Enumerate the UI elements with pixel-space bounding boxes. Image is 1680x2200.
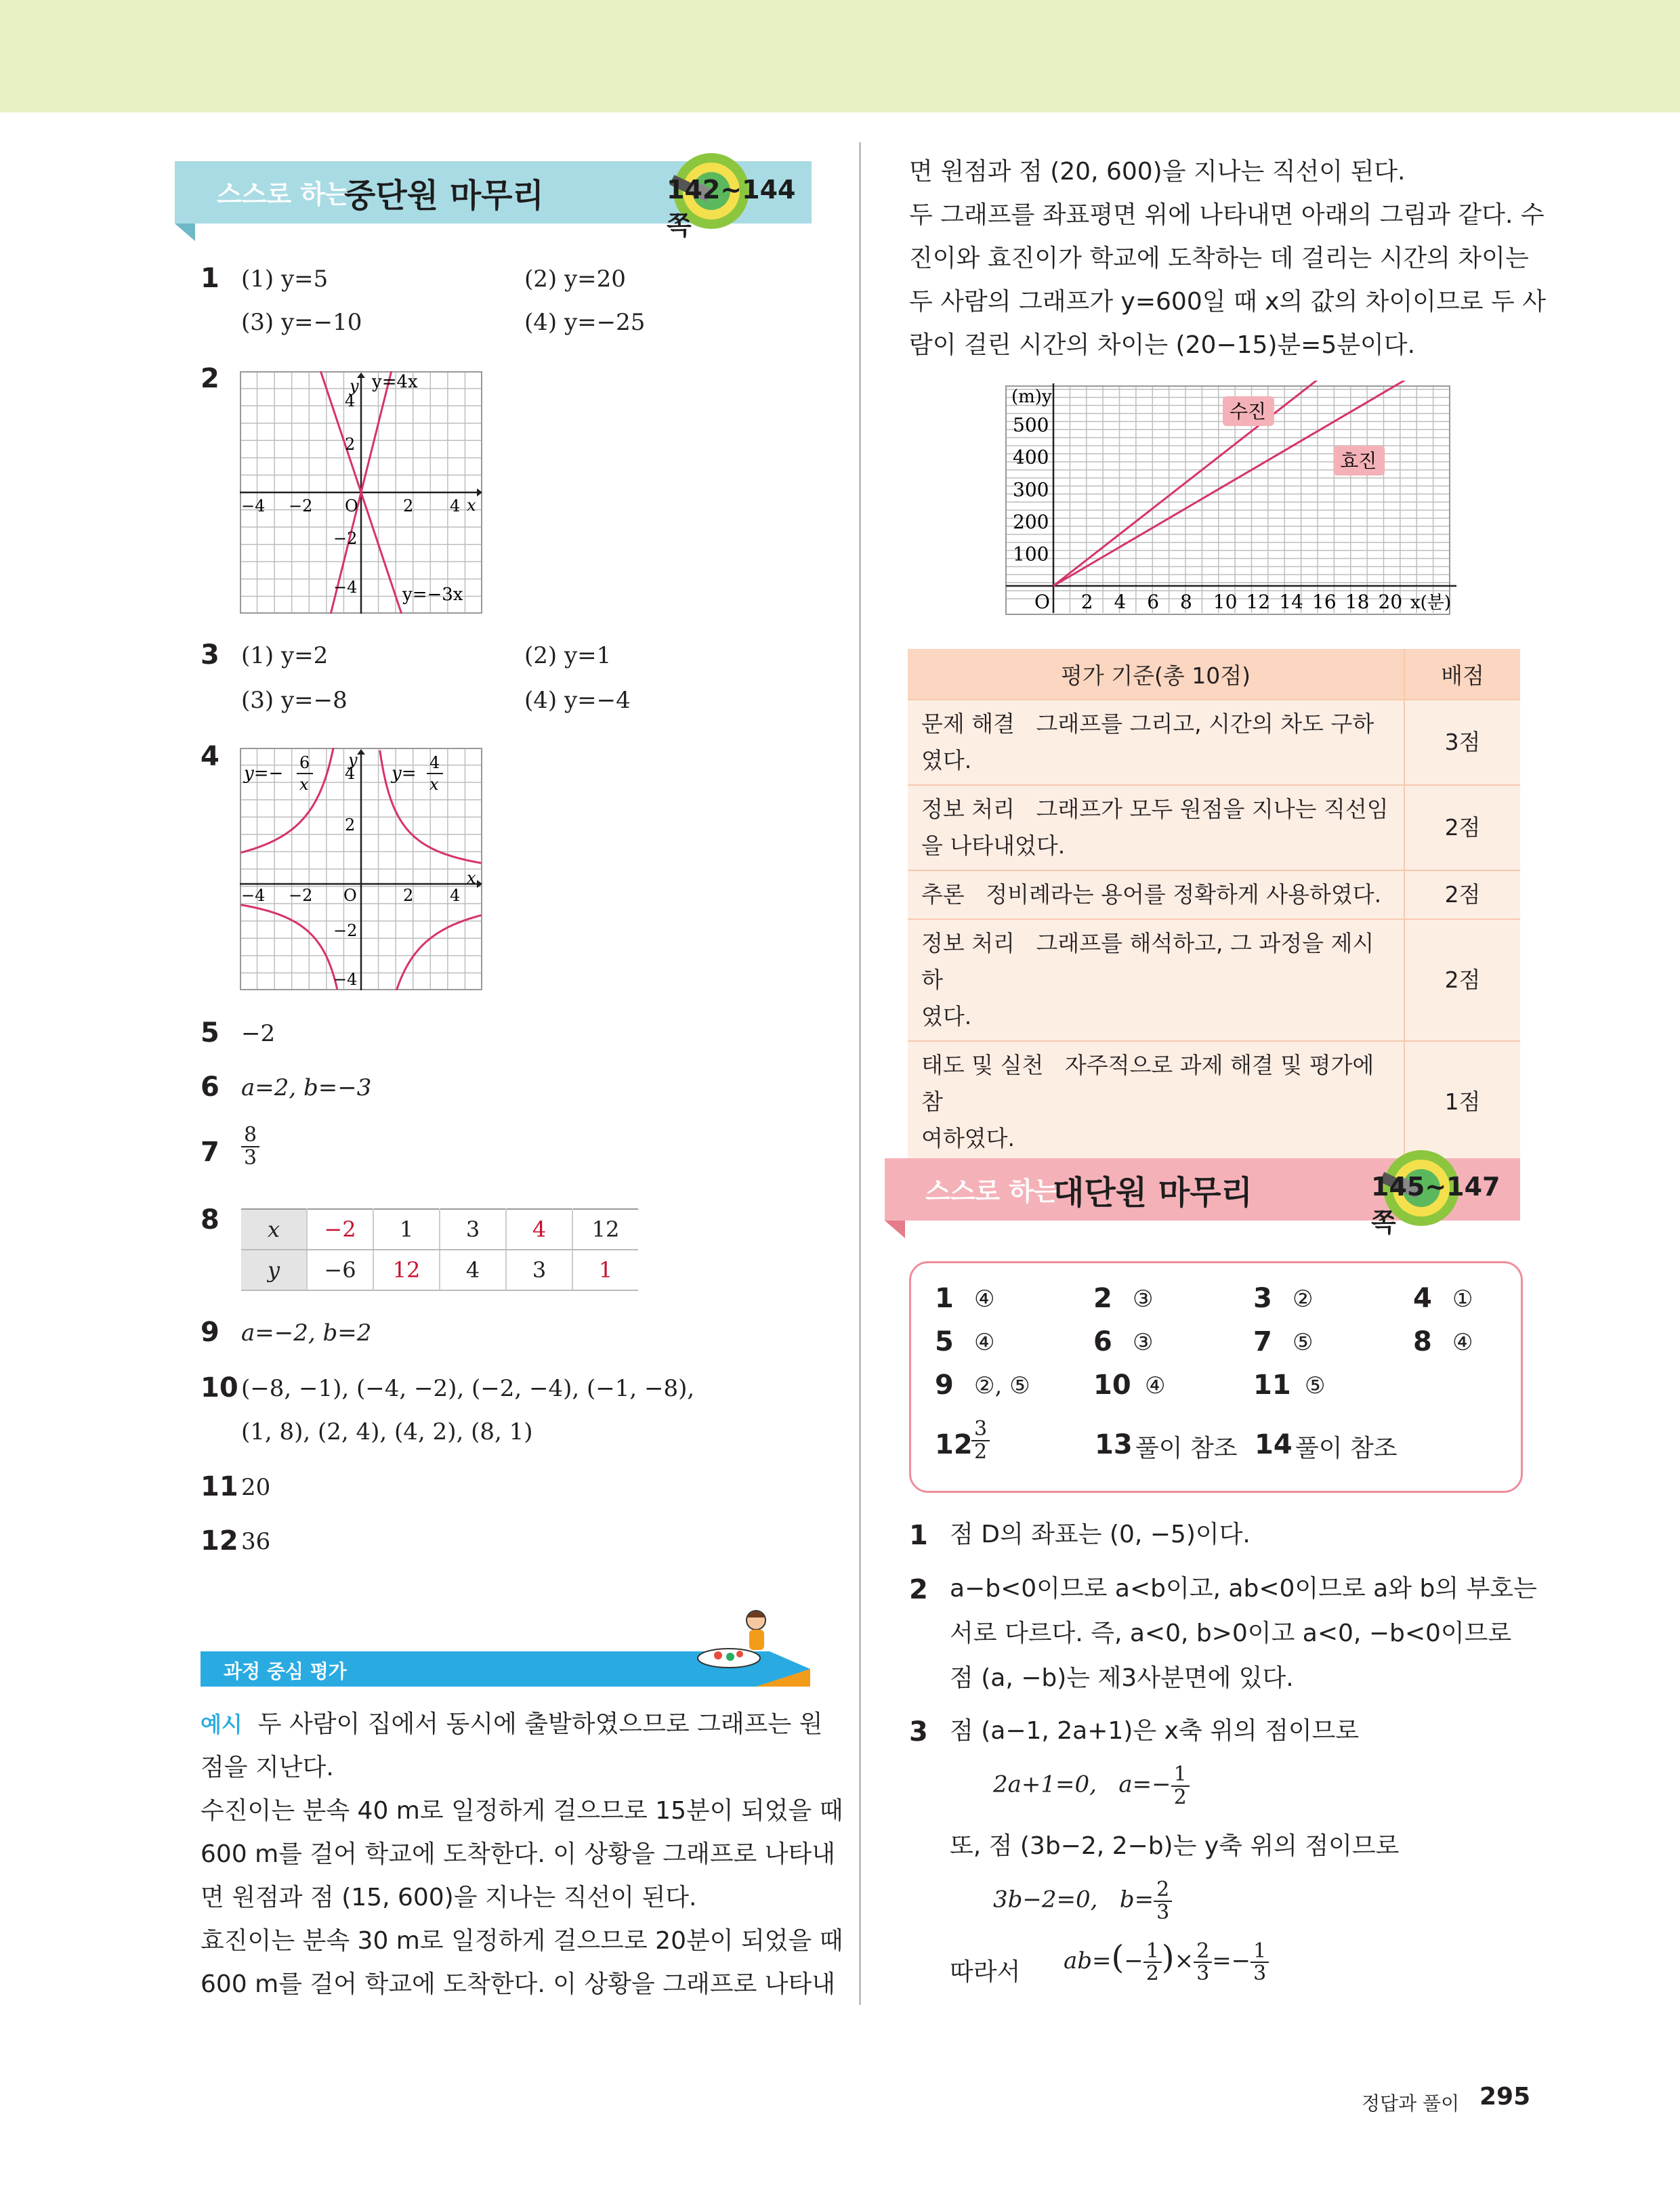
top-color-band bbox=[0, 0, 1680, 112]
q2-linear-graph bbox=[240, 371, 482, 614]
right-line-2: 두 그래프를 좌표평면 위에 나타내면 아래의 그림과 같다. 수 bbox=[909, 201, 1545, 229]
q1-answer-4: (4) y=−25 bbox=[524, 309, 646, 336]
x-tick-label: 8 bbox=[1180, 591, 1192, 613]
svg-text:−2: −2 bbox=[333, 921, 358, 940]
tick-xm2: −2 bbox=[289, 496, 313, 515]
solution-3-eq-2: 3b−2=0, b= $\frac{2}{3}$ bbox=[993, 1879, 1172, 1923]
banner-pages: 142~144쪽 bbox=[667, 175, 796, 240]
big-answer-value-7: ⑤ bbox=[1293, 1329, 1314, 1356]
process-eval-line-6: 효진이는 분속 30 m로 일정하게 걸으므로 20분이 되었을 때 bbox=[201, 1927, 843, 1955]
chart-origin: O bbox=[1034, 591, 1050, 613]
walking-distance-chart bbox=[996, 381, 1463, 618]
big-review-banner: 스스로 하는 대단원 마무리 145~147쪽 bbox=[885, 1158, 1520, 1221]
q10-line-1: (−8, −1), (−4, −2), (−2, −4), (−1, −8), bbox=[241, 1375, 695, 1402]
x-tick-label: 16 bbox=[1312, 591, 1337, 613]
tick-ym2: −2 bbox=[333, 529, 358, 548]
solution-3-eq-1: 2a+1=0, a=− $\frac{1}{2}$ bbox=[993, 1764, 1190, 1808]
big-answer-num-1: 1 bbox=[935, 1283, 954, 1314]
q4-hyperbola-graph bbox=[240, 748, 482, 990]
column-divider bbox=[859, 142, 861, 2005]
label-y-4x: y=4x bbox=[372, 372, 418, 392]
tick-x4: 4 bbox=[450, 496, 461, 515]
q5-answer: −2 bbox=[241, 1020, 276, 1047]
q7-answer: $\frac{8}{3}$ bbox=[241, 1124, 259, 1168]
big-answer-num-5: 5 bbox=[935, 1326, 954, 1357]
series-label-2: 효진 bbox=[1340, 450, 1377, 472]
solution-3-line-1: 점 (a−1, 2a+1)은 x축 위의 점이므로 bbox=[950, 1717, 1360, 1745]
big-answer-value-6: ③ bbox=[1133, 1329, 1154, 1356]
x-tick-label: 18 bbox=[1345, 591, 1370, 613]
q12-number: 12 bbox=[201, 1525, 238, 1557]
svg-text:x: x bbox=[467, 868, 476, 887]
big-answer-num-7: 7 bbox=[1253, 1326, 1272, 1357]
big-answer-value-9: ②, ⑤ bbox=[974, 1372, 1030, 1399]
q11-number: 11 bbox=[201, 1471, 238, 1502]
footer-label: 정답과 풀이 bbox=[1362, 2092, 1460, 2115]
q6-number: 6 bbox=[201, 1072, 219, 1103]
chart-xlabel: x(분) bbox=[1410, 593, 1452, 613]
q6-answer: a=2, b=−3 bbox=[241, 1074, 372, 1101]
svg-text:y: y bbox=[348, 750, 358, 769]
y-axis-label: y bbox=[350, 377, 359, 396]
big-answer-num-3: 3 bbox=[1253, 1283, 1272, 1314]
example-label: 예시 bbox=[201, 1712, 243, 1737]
big-answer-num-6: 6 bbox=[1093, 1326, 1112, 1357]
svg-text:y=−: y=− bbox=[244, 763, 284, 784]
q11-answer: 20 bbox=[241, 1474, 271, 1501]
process-eval-line-5: 면 원점과 점 (15, 600)을 지나는 직선이 된다. bbox=[201, 1884, 697, 1911]
svg-text:4: 4 bbox=[345, 764, 356, 783]
solution-2-line-2: 서로 다르다. 즉, a<0, b>0이고 a<0, −b<0이므로 bbox=[950, 1620, 1512, 1647]
rubric-head-criteria: 평가 기준(총 10점) bbox=[908, 649, 1404, 700]
svg-text:4: 4 bbox=[429, 753, 440, 772]
q12-answer: 36 bbox=[241, 1528, 271, 1555]
process-eval-line-3: 수진이는 분속 40 m로 일정하게 걸으므로 15분이 되었을 때 bbox=[201, 1797, 843, 1825]
solution-2-line-1: a−b<0이므로 a<b이고, ab<0이므로 a와 b의 부호는 bbox=[950, 1575, 1537, 1603]
big-answer-value-4: ① bbox=[1452, 1286, 1473, 1313]
q3-answer-2: (2) y=1 bbox=[524, 642, 612, 669]
q8-value-table: x −2 1 3 4 12 y −6 12 4 3 1 bbox=[241, 1208, 638, 1291]
y-tick-label: 300 bbox=[1013, 478, 1049, 501]
q7-number: 7 bbox=[201, 1137, 219, 1168]
svg-text:−2: −2 bbox=[289, 886, 313, 905]
big-answer-num-8: 8 bbox=[1413, 1326, 1432, 1357]
right-line-3: 진이와 효진이가 학교에 도착하는 데 걸리는 시간의 차이는 bbox=[909, 245, 1529, 272]
q8-number: 8 bbox=[201, 1204, 219, 1235]
tick-ym4: −4 bbox=[333, 578, 358, 597]
q9-answer: a=−2, b=2 bbox=[241, 1319, 372, 1347]
tick-y2: 2 bbox=[345, 435, 356, 454]
x-tick-label: 12 bbox=[1246, 591, 1271, 613]
svg-text:2: 2 bbox=[403, 886, 414, 905]
banner-title: 중단원 마무리 bbox=[344, 177, 544, 215]
svg-text:2: 2 bbox=[345, 816, 356, 834]
q1-answer-3: (3) y=−10 bbox=[241, 309, 362, 336]
svg-text:x: x bbox=[429, 775, 439, 794]
banner-prefix: 스스로 하는 bbox=[217, 179, 350, 209]
right-line-1: 면 원점과 점 (20, 600)을 지나는 직선이 된다. bbox=[909, 158, 1406, 186]
process-eval-line-2: 점을 지난다. bbox=[201, 1754, 334, 1781]
big-answer-value-10: ④ bbox=[1145, 1372, 1166, 1399]
rubric-row-1: 문제 해결 그래프를 그리고, 시간의 차도 구하였다. bbox=[908, 700, 1404, 785]
tick-xm4: −4 bbox=[241, 496, 266, 515]
y-tick-label: 200 bbox=[1013, 510, 1049, 533]
q1-answer-2: (2) y=20 bbox=[524, 266, 626, 293]
big-answer-value-2: ③ bbox=[1133, 1286, 1154, 1313]
y-tick-label: 400 bbox=[1013, 446, 1049, 469]
big-answer-value-1: ④ bbox=[974, 1286, 995, 1313]
label-y-neg3x: y=−3x bbox=[402, 585, 463, 605]
big-answer-num-4: 4 bbox=[1413, 1283, 1432, 1314]
solution-3-line-3: 따라서 bbox=[950, 1958, 1021, 1986]
student-illustration bbox=[688, 1605, 797, 1673]
rubric-head-points: 배점 bbox=[1404, 649, 1520, 700]
right-line-5: 람이 걸린 시간의 차이는 (20−15)분=5분이다. bbox=[909, 331, 1416, 359]
tick-y4: 4 bbox=[345, 392, 356, 410]
x-tick-label: 2 bbox=[1080, 591, 1093, 613]
big-answer-value-3: ② bbox=[1293, 1286, 1314, 1313]
q1-number: 1 bbox=[201, 263, 219, 294]
process-eval-line-4: 600 m를 걸어 학교에 도착한다. 이 상황을 그래프로 나타내 bbox=[201, 1840, 836, 1868]
solution-1: 점 D의 좌표는 (0, −5)이다. bbox=[950, 1521, 1251, 1548]
svg-text:4: 4 bbox=[450, 886, 461, 905]
x-tick-label: 14 bbox=[1279, 591, 1303, 613]
rubric-row-2: 정보 처리 그래프가 모두 원점을 지나는 직선임 을 나타내었다. bbox=[908, 785, 1404, 870]
svg-text:y=: y= bbox=[392, 763, 417, 784]
origin-label: O bbox=[345, 496, 358, 515]
solution-3-line-2: 또, 점 (3b−2, 2−b)는 y축 위의 점이므로 bbox=[950, 1832, 1400, 1860]
big-answer-num-9: 9 bbox=[935, 1370, 954, 1401]
q2-number: 2 bbox=[201, 363, 219, 394]
series-label-1: 수진 bbox=[1229, 400, 1267, 423]
q5-number: 5 bbox=[201, 1017, 219, 1049]
q3-answer-3: (3) y=−8 bbox=[241, 687, 348, 714]
rubric-row-5: 태도 및 실천 자주적으로 과제 해결 및 평가에 참 여하였다. bbox=[908, 1041, 1404, 1162]
x-axis-label: x bbox=[467, 496, 476, 515]
solution-3-eq-3: ab=(− $\frac{1}{2}$ )× $\frac{2}{3}$ =− $\frac{1}{3}$ bbox=[1064, 1939, 1269, 1985]
mid-review-banner bbox=[175, 161, 812, 240]
q9-number: 9 bbox=[201, 1317, 219, 1348]
page-number: 295 bbox=[1479, 2083, 1531, 2111]
solution-2-line-3: 점 (a, −b)는 제3사분면에 있다. bbox=[950, 1664, 1294, 1692]
rubric-row-3: 추론 정비례라는 용어를 정확하게 사용하였다. bbox=[908, 870, 1404, 919]
right-line-4: 두 사람의 그래프가 y=600일 때 x의 값의 차이이므로 두 사 bbox=[909, 288, 1546, 316]
svg-text:−4: −4 bbox=[333, 970, 358, 989]
big-answer-value-8: ④ bbox=[1452, 1329, 1473, 1356]
q3-answer-4: (4) y=−4 bbox=[524, 687, 631, 714]
q4-number: 4 bbox=[201, 741, 219, 772]
process-eval-badge: 과정 중심 평가 bbox=[224, 1660, 347, 1683]
rubric-table: 평가 기준(총 10점) 배점 문제 해결 그래프를 그리고, 시간의 차도 구하였다. 3점 정보 처리 그래프가 모두 원점을 지나는 직선임 을 나타내었다. 2점 추론 정비례라는 용어를 정확하게 사용하였다. 2점 정보 처리 그래프를 해석하고, 그 과정을 제시하 였다. 2점 태도 및 실천 자주적으로 과제 해결 및 평가에 참 여하였다. 1점 bbox=[908, 649, 1520, 1162]
process-eval-line-1: 예시 두 사람이 집에서 동시에 출발하였으므로 그래프는 원 bbox=[201, 1710, 823, 1738]
svg-text:6: 6 bbox=[299, 753, 310, 772]
svg-text:O: O bbox=[343, 886, 357, 905]
chart-ylabel: (m)y bbox=[1011, 387, 1052, 407]
svg-text:x: x bbox=[299, 775, 309, 794]
process-eval-line-7: 600 m를 걸어 학교에 도착한다. 이 상황을 그래프로 나타내 bbox=[201, 1970, 836, 1998]
x-tick-label: 20 bbox=[1378, 591, 1403, 613]
q3-number: 3 bbox=[201, 639, 219, 671]
q3-answer-1: (1) y=2 bbox=[241, 642, 329, 669]
big-answer-value-5: ④ bbox=[974, 1329, 995, 1356]
svg-text:−4: −4 bbox=[241, 886, 266, 905]
x-tick-label: 10 bbox=[1213, 591, 1238, 613]
big-answer-num-11: 11 bbox=[1253, 1370, 1291, 1401]
q10-line-2: (1, 8), (2, 4), (4, 2), (8, 1) bbox=[241, 1418, 533, 1445]
big-answer-num-10: 10 bbox=[1093, 1370, 1131, 1401]
q10-number: 10 bbox=[201, 1372, 238, 1403]
rubric-row-4: 정보 처리 그래프를 해석하고, 그 과정을 제시하 였다. bbox=[908, 919, 1404, 1041]
big-answer-value-11: ⑤ bbox=[1305, 1372, 1326, 1399]
x-tick-label: 6 bbox=[1147, 591, 1160, 613]
x-tick-label: 4 bbox=[1114, 591, 1127, 613]
y-tick-label: 100 bbox=[1013, 543, 1049, 566]
big-answer-num-2: 2 bbox=[1093, 1283, 1112, 1314]
tick-x2: 2 bbox=[403, 496, 414, 515]
y-tick-label: 500 bbox=[1013, 414, 1049, 437]
q1-answer-1: (1) y=5 bbox=[241, 266, 329, 293]
